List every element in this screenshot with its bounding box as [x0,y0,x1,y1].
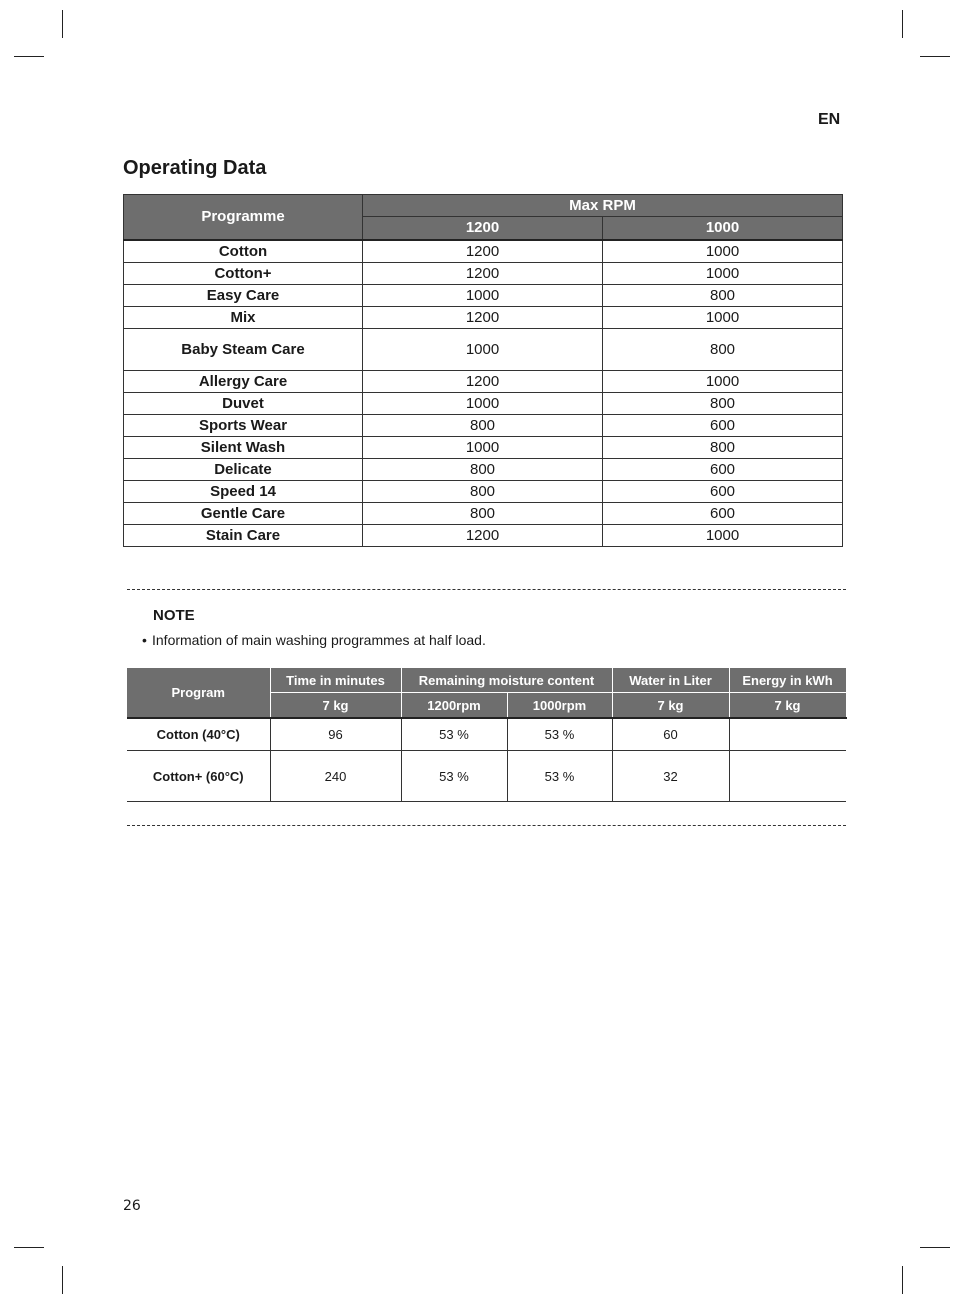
language-label: EN [818,111,841,128]
header-time: Time in minutes [270,668,401,693]
rpm-1000-value: 800 [603,437,843,459]
table-row [124,371,843,393]
header-energy: Energy in kWh [729,668,846,693]
table-row [124,307,843,329]
subheader-water-kg: 7 kg [612,693,729,719]
time-value: 240 [270,751,401,802]
table-row [127,751,846,802]
moisture-1000-value: 53 % [507,751,612,802]
programme-name: Silent Wash [124,437,363,459]
time-value: 96 [270,718,401,751]
table-row [124,525,843,547]
rpm-1000-value: 1000 [603,240,843,263]
crop-mark [902,10,903,38]
rpm-1000-value: 1000 [603,371,843,393]
header-1200: 1200 [363,217,603,240]
half-load-table [127,668,847,802]
crop-mark [902,1266,903,1294]
program-name: Cotton (40°C) [127,718,270,751]
table-row [124,503,843,525]
energy-value [729,718,846,751]
rpm-1000-value: 1000 [603,263,843,285]
rpm-1200-value: 800 [363,459,603,481]
dashed-divider-top [127,589,846,590]
dashed-divider-bottom [127,825,846,826]
water-value: 32 [612,751,729,802]
rpm-1200-value: 1000 [363,329,603,371]
crop-mark [14,56,44,57]
program-name: Cotton+ (60°C) [127,751,270,802]
subheader-1000rpm: 1000rpm [507,693,612,719]
programme-name: Cotton [124,240,363,263]
table-row [124,285,843,307]
moisture-1000-value: 53 % [507,718,612,751]
programme-name: Sports Wear [124,415,363,437]
table-row [124,329,843,371]
header-programme: Programme [124,195,363,241]
rpm-1200-value: 800 [363,481,603,503]
energy-value [729,751,846,802]
rpm-1200-value: 1000 [363,285,603,307]
crop-mark [920,1247,950,1248]
rpm-1000-value: 1000 [603,525,843,547]
water-value: 60 [612,718,729,751]
page-number: 26 [123,1198,141,1214]
subheader-energy-kg: 7 kg [729,693,846,719]
table-row [124,415,843,437]
table-row [124,393,843,415]
crop-mark [62,10,63,38]
programme-name: Mix [124,307,363,329]
table-row [124,481,843,503]
crop-mark [920,56,950,57]
programme-name: Easy Care [124,285,363,307]
header-1000: 1000 [603,217,843,240]
programme-name: Stain Care [124,525,363,547]
rpm-1200-value: 1200 [363,525,603,547]
rpm-1200-value: 1200 [363,263,603,285]
header-max-rpm: Max RPM [363,195,843,217]
rpm-1000-value: 600 [603,503,843,525]
table-row [124,459,843,481]
rpm-1200-value: 1200 [363,307,603,329]
rpm-1000-value: 800 [603,329,843,371]
programme-name: Duvet [124,393,363,415]
programme-name: Allergy Care [124,371,363,393]
programme-name: Baby Steam Care [124,329,363,371]
rpm-1200-value: 1200 [363,371,603,393]
rpm-1000-value: 800 [603,393,843,415]
note-text [142,632,486,648]
note-body: Information of main washing programmes at half load. [152,632,486,648]
header-water: Water in Liter [612,668,729,693]
moisture-1200-value: 53 % [401,751,507,802]
max-rpm-table [123,194,843,547]
page-title: Operating Data [123,157,267,179]
rpm-1200-value: 800 [363,415,603,437]
rpm-1200-value: 1200 [363,240,603,263]
programme-name: Speed 14 [124,481,363,503]
table-row [124,437,843,459]
header-moisture: Remaining moisture content [401,668,612,693]
crop-mark [14,1247,44,1248]
note-heading: NOTE [153,607,195,624]
rpm-1000-value: 600 [603,459,843,481]
table-row [124,240,843,263]
rpm-1000-value: 600 [603,481,843,503]
rpm-1200-value: 1000 [363,437,603,459]
subheader-time-kg: 7 kg [270,693,401,719]
programme-name: Cotton+ [124,263,363,285]
table-row [127,718,846,751]
programme-name: Gentle Care [124,503,363,525]
subheader-1200rpm: 1200rpm [401,693,507,719]
programme-name: Delicate [124,459,363,481]
table-row [124,263,843,285]
rpm-1200-value: 1000 [363,393,603,415]
moisture-1200-value: 53 % [401,718,507,751]
crop-mark [62,1266,63,1294]
rpm-1200-value: 800 [363,503,603,525]
bullet: • [142,632,147,648]
rpm-1000-value: 800 [603,285,843,307]
rpm-1000-value: 600 [603,415,843,437]
header-program: Program [127,668,270,718]
rpm-1000-value: 1000 [603,307,843,329]
